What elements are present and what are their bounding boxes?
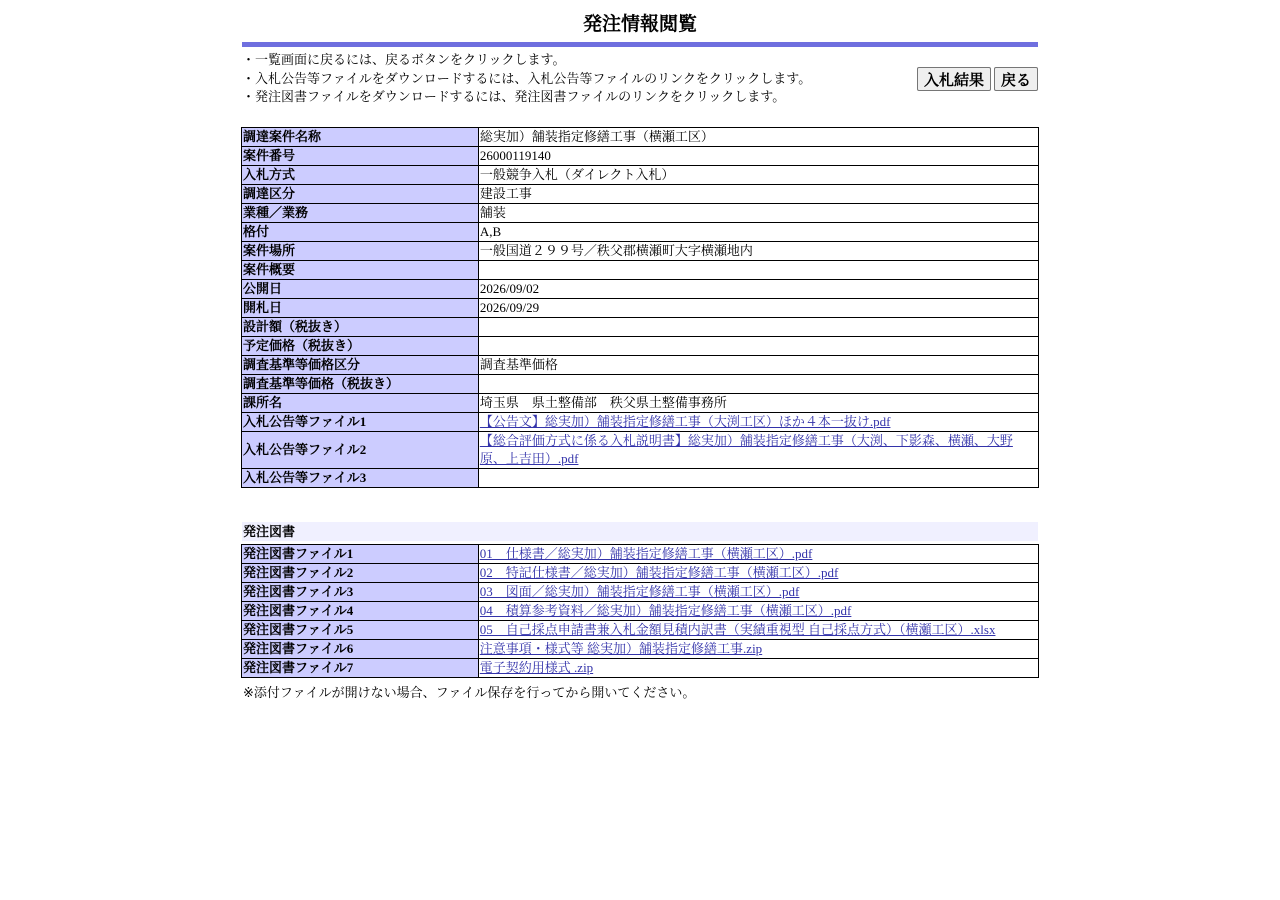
document-row (242, 621, 1039, 640)
row-value: 総実加）舗装指定修繕工事（横瀬工区） (478, 128, 1038, 147)
detail-row (242, 356, 1039, 375)
row-label: 発注図書ファイル3 (242, 583, 479, 602)
row-value: 埼玉県 県土整備部 秩父県土整備事務所 (478, 394, 1038, 413)
instruction-line: ・発注図書ファイルをダウンロードするには、発注図書ファイルのリンクをクリックします。 (242, 90, 786, 105)
row-value-cell (478, 432, 1038, 469)
row-label: 発注図書ファイル4 (242, 602, 479, 621)
row-value (478, 318, 1038, 337)
row-value: 建設工事 (478, 185, 1038, 204)
page-title: 発注情報閲覧 (582, 13, 697, 35)
row-label: 案件概要 (242, 261, 479, 280)
instructions (242, 52, 811, 108)
button-group (917, 67, 1038, 91)
document-row (242, 659, 1039, 678)
row-value (478, 337, 1038, 356)
row-label: 発注図書ファイル1 (242, 545, 479, 564)
row-label: 調査基準等価格区分 (242, 356, 479, 375)
row-value: A,B (478, 223, 1038, 242)
detail-row (242, 337, 1039, 356)
documents-section-title: 発注図書 (242, 522, 1038, 541)
row-label: 公開日 (242, 280, 479, 299)
info-area (242, 47, 1038, 127)
detail-row (242, 469, 1039, 488)
row-value: 2026/09/02 (478, 280, 1038, 299)
row-label: 案件番号 (242, 147, 479, 166)
row-label: 課所名 (242, 394, 479, 413)
detail-row (242, 394, 1039, 413)
row-label: 格付 (242, 223, 479, 242)
detail-row (242, 185, 1039, 204)
file-link[interactable]: 注意事項・様式等 総実加）舗装指定修繕工事.zip (479, 641, 763, 656)
row-label: 発注図書ファイル5 (242, 621, 479, 640)
row-value-cell (478, 602, 1038, 621)
detail-row (242, 223, 1039, 242)
row-label: 入札公告等ファイル2 (242, 432, 479, 469)
row-value: 舗装 (478, 204, 1038, 223)
row-value-cell (478, 621, 1038, 640)
row-value (478, 469, 1038, 488)
row-label: 発注図書ファイル2 (242, 564, 479, 583)
file-link[interactable]: 02 特記仕様書／総実加）舗装指定修繕工事（横瀬工区）.pdf (479, 565, 839, 580)
detail-row (242, 413, 1039, 432)
file-link[interactable]: 【公告文】総実加）舗装指定修繕工事（大渕工区）ほか４本一抜け.pdf (479, 414, 891, 429)
row-label: 調達案件名称 (242, 128, 479, 147)
row-label: 入札公告等ファイル1 (242, 413, 479, 432)
detail-row (242, 299, 1039, 318)
footer-note: ※添付ファイルが開けない場合、ファイル保存を行ってから開いてください。 (243, 686, 696, 701)
row-label: 案件場所 (242, 242, 479, 261)
row-label: 開札日 (242, 299, 479, 318)
detail-row (242, 242, 1039, 261)
row-label: 発注図書ファイル6 (242, 640, 479, 659)
file-link[interactable]: 05 自己採点申請書兼入札金額見積内訳書（実績重視型 自己採点方式）（横瀬工区）.xlsx (479, 622, 996, 637)
page-container (242, 0, 1038, 701)
file-link[interactable]: 04 積算参考資料／総実加）舗装指定修繕工事（横瀬工区）.pdf (479, 603, 852, 618)
row-value: 一般国道２９９号／秩父郡横瀬町大字横瀬地内 (478, 242, 1038, 261)
back-button[interactable]: 戻る (994, 67, 1038, 91)
document-row (242, 564, 1039, 583)
row-value (478, 261, 1038, 280)
row-value-cell (478, 640, 1038, 659)
row-label: 入札方式 (242, 166, 479, 185)
row-label: 業種／業務 (242, 204, 479, 223)
row-value-cell (478, 659, 1038, 678)
detail-table (241, 127, 1039, 488)
detail-row (242, 204, 1039, 223)
detail-row (242, 318, 1039, 337)
row-value: 一般競争入札（ダイレクト入札） (478, 166, 1038, 185)
row-value-cell (478, 413, 1038, 432)
detail-row (242, 432, 1039, 469)
row-label: 調査基準等価格（税抜き） (242, 375, 479, 394)
file-link[interactable]: 03 図面／総実加）舗装指定修繕工事（横瀬工区）.pdf (479, 584, 800, 599)
bid-result-button[interactable]: 入札結果 (917, 67, 991, 91)
detail-row (242, 261, 1039, 280)
file-link[interactable]: 【総合評価方式に係る入札説明書】総実加）舗装指定修繕工事（大渕、下影森、横瀬、大野原、上吉田）.pdf (479, 433, 1013, 466)
row-label: 発注図書ファイル7 (242, 659, 479, 678)
document-row (242, 602, 1039, 621)
row-label: 予定価格（税抜き） (242, 337, 479, 356)
row-value: 調査基準価格 (478, 356, 1038, 375)
detail-row (242, 128, 1039, 147)
instruction-line: ・一覧画面に戻るには、戻るボタンをクリックします。 (242, 53, 566, 68)
detail-row (242, 147, 1039, 166)
detail-row (242, 375, 1039, 394)
instruction-line: ・入札公告等ファイルをダウンロードするには、入札公告等ファイルのリンクをクリックします。 (242, 71, 812, 87)
row-value-cell (478, 583, 1038, 602)
file-link[interactable]: 電子契約用様式 .zip (479, 660, 594, 675)
row-value (478, 375, 1038, 394)
row-label: 入札公告等ファイル3 (242, 469, 479, 488)
row-value-cell (478, 545, 1038, 564)
document-row (242, 640, 1039, 659)
document-row (242, 583, 1039, 602)
documents-table (241, 544, 1039, 678)
document-row (242, 545, 1039, 564)
row-label: 設計額（税抜き） (242, 318, 479, 337)
row-value: 2026/09/29 (478, 299, 1038, 318)
row-value: 26000119140 (478, 147, 1038, 166)
detail-row (242, 166, 1039, 185)
detail-row (242, 280, 1039, 299)
file-link[interactable]: 01 仕様書／総実加）舗装指定修繕工事（横瀬工区）.pdf (479, 546, 813, 561)
row-value-cell (478, 564, 1038, 583)
row-label: 調達区分 (242, 185, 479, 204)
